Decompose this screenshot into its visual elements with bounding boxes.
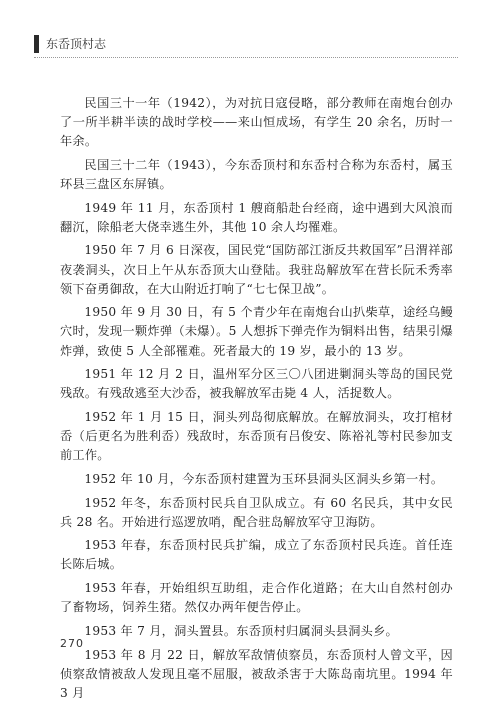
page-number: 270 [60, 637, 84, 650]
body-text [60, 94, 453, 707]
paragraph: 1952 年 1 月 15 日，洞头列岛彻底解放。在解放洞头，攻打棺材岙（后更名为胜利岙）残敌时，东岙顶有吕俊安、陈裕礼等村民参加支前工作。 [60, 409, 453, 463]
running-header-title: 东岙顶村志 [46, 37, 107, 51]
paragraph: 民国三十一年（1942），为对抗日寇侵略，部分教师在南炮台创办了一所半耕半读的战时学校——来山恒成场，有学生 20 余名，历时一年余。 [60, 96, 453, 149]
paragraph: 1950 年 9 月 30 日，有 5 个青少年在南炮台山扒柴草，途经乌鳗穴时，发现一颗炸弹（未爆）。5 人想拆下弹壳作为铜料出售，结果引爆炸弹，致使 5 人全部罹难。死者最大的 19 岁，最小的 13 岁。 [60, 305, 453, 358]
paragraph: 1951 年 12 月 2 日，温州军分区三〇八团进剿洞头等岛的国民党残敌。有残敌逃至大沙岙，被我解放军击毙 4 人，活捉数人。 [60, 367, 453, 401]
paragraph: 1950 年 7 月 6 日深夜，国民党“国防部江浙反共救国军”吕渭祥部夜袭洞头，次日上午从东岙顶大山登陆。我驻岛解放军在营长阮禾秀率领下奋勇御敌，在大山附近打响了“七七保卫战”。 [60, 243, 453, 296]
paragraph: 1953 年春，东岙顶村民兵扩编，成立了东岙顶村民兵连。首任连长陈后城。 [60, 538, 453, 572]
paragraph: 1953 年 8 月 22 日，解放军敌情侦察员，东岙顶村人曾文平，因侦察敌情被敌人发现且毫不屈服，被敌杀害于大陈岛南坑里。1994 年 3 月 [60, 647, 453, 700]
paragraph: 1952 年冬，东岙顶村民兵自卫队成立。有 60 名民兵，其中女民兵 28 名。开始进行巡逻放哨，配合驻岛解放军守卫海防。 [60, 495, 453, 529]
paragraph: 1953 年春，开始组织互助组，走合作化道路；在大山自然村创办了畜物场，饲养生猪。然仅办两年便告停止。 [60, 581, 453, 615]
paragraph: 1953 年 7 月，洞头置县。东岙顶村归属洞头县洞头乡。 [84, 623, 398, 638]
header-marker-bar [34, 35, 39, 53]
paragraph: 民国三十二年（1943），今东岙顶村和东岙村合称为东岙村，属玉环县三盘区东屏镇。 [60, 157, 453, 191]
paragraph: 1949 年 11 月，东岙顶村 1 艘商船赴台经商，途中遇到大风浪而翻沉，除船老大侥幸逃生外，其他 10 余人均罹难。 [60, 200, 453, 234]
header-dotted-rule [34, 57, 458, 58]
paragraph: 1952 年 10 月，今东岙顶村建置为玉环县洞头区洞头乡第一村。 [84, 471, 444, 486]
